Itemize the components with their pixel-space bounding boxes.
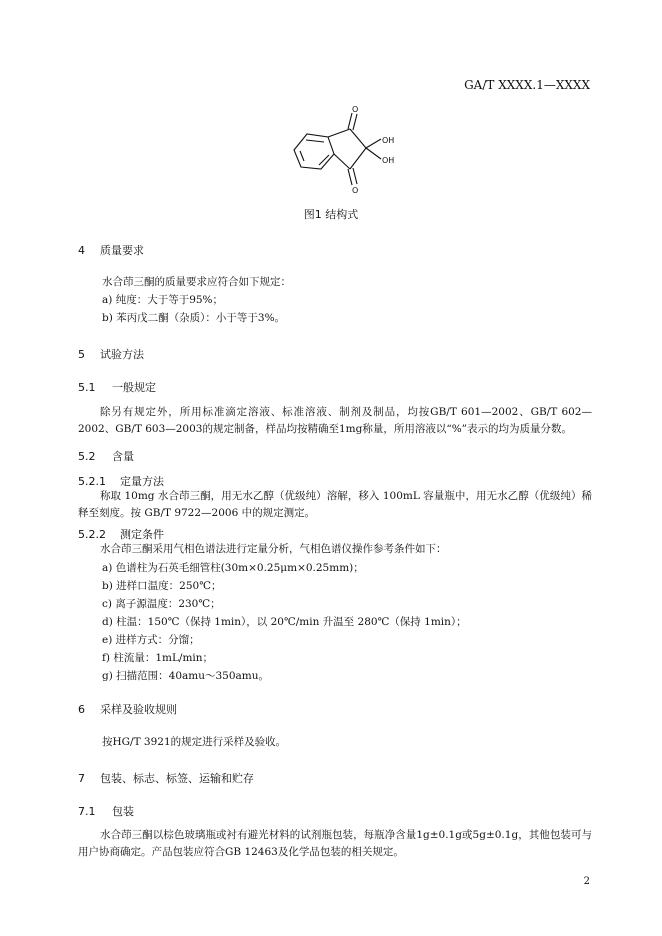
section-number: 5 bbox=[78, 348, 85, 361]
section-title: 包装、标志、标签、运输和贮存 bbox=[100, 772, 254, 785]
section-number: 7.1 bbox=[78, 805, 96, 818]
section-number: 7 bbox=[78, 772, 85, 785]
atom-label-o-top: O bbox=[352, 105, 359, 114]
section-title: 质量要求 bbox=[100, 244, 144, 257]
standard-code: GA/T XXXX.1—XXXX bbox=[464, 78, 590, 92]
section-5-2-2-heading bbox=[78, 526, 164, 542]
list-item: f) 柱流量：1mL/min； bbox=[102, 652, 214, 664]
section-5-2-1-heading bbox=[78, 473, 164, 489]
list-item: a) 色谱柱为石英毛细管柱(30m×0.25μm×0.25mm)； bbox=[102, 562, 364, 574]
section-number: 4 bbox=[78, 244, 85, 257]
list-item: d) 柱温：150℃（保持 1min），以 20℃/min 升温至 280℃（保持 1min）； bbox=[102, 616, 467, 628]
figure-caption: 图1 结构式 bbox=[303, 208, 359, 221]
structural-formula bbox=[280, 101, 400, 196]
list-item: g) 扫描范围：40amu～350amu。 bbox=[102, 670, 270, 682]
atom-label-oh-1: OH bbox=[382, 136, 395, 145]
section-5-1-paragraph: 除另有规定外，所用标准滴定溶液、标准溶液、制剂及制品，均按GB/T 601—2002、GB/T 602—2002、GB/T 603—2003的规定制备，样品均按精确至1mg称量，所用溶液以“%”表示的均为质量分数。 bbox=[78, 406, 592, 435]
section-number: 5.2.2 bbox=[78, 528, 106, 541]
section-6-paragraph: 按HG/T 3921的规定进行采样及验收。 bbox=[102, 736, 287, 748]
section-title: 一般规定 bbox=[112, 381, 156, 394]
section-title: 定量方法 bbox=[120, 475, 164, 488]
list-item: e) 进样方式：分馏； bbox=[102, 634, 200, 646]
section-number: 6 bbox=[78, 703, 85, 716]
section-5-2-heading bbox=[78, 448, 134, 464]
section-5-2-2-intro: 水合茚三酮采用气相色谱法进行定量分析，气相色谱仪操作参考条件如下： bbox=[100, 543, 447, 555]
section-5-2-1-paragraph: 称取 10mg 水合茚三酮，用无水乙醇（优级纯）溶解，移入 100mL 容量瓶中，用无水乙醇（优级纯）稀释至刻度。按 GB/T 9722—2006 中的规定测定。 bbox=[78, 490, 592, 519]
section-title: 包装 bbox=[112, 805, 134, 818]
section-6-heading bbox=[78, 701, 177, 717]
list-item: b) 进样口温度：250℃； bbox=[102, 580, 222, 592]
ninhydrin-structure-drawing bbox=[280, 101, 400, 196]
section-4-intro: 水合茚三酮的质量要求应符合如下规定： bbox=[102, 276, 291, 288]
section-7-1-paragraph: 水合茚三酮以棕色玻璃瓶或衬有避光材料的试剂瓶包装，每瓶净含量1g±0.1g或5g±0.1g，其他包装可与用户协商确定。产品包装应符合GB 12463及化学品包装的相关规定。 bbox=[78, 829, 592, 858]
list-item: a) 纯度：大于等于95%； bbox=[102, 294, 224, 306]
section-title: 测定条件 bbox=[120, 528, 164, 541]
section-7-heading bbox=[78, 770, 254, 786]
atom-label-oh-2: OH bbox=[382, 156, 395, 165]
section-7-1-heading bbox=[78, 803, 134, 819]
section-number: 5.2.1 bbox=[78, 475, 106, 488]
section-title: 采样及验收规则 bbox=[100, 703, 177, 716]
section-5-heading bbox=[78, 346, 144, 362]
atom-label-o-bottom: O bbox=[352, 186, 359, 195]
list-item: b) 苯丙戊二酮（杂质）：小于等于3%。 bbox=[102, 312, 286, 324]
section-4-heading bbox=[78, 242, 144, 258]
page-number: 2 bbox=[583, 876, 590, 887]
section-title: 试验方法 bbox=[100, 348, 144, 361]
section-number: 5.1 bbox=[78, 381, 96, 394]
section-title: 含量 bbox=[112, 450, 134, 463]
section-number: 5.2 bbox=[78, 450, 96, 463]
list-item: c) 离子源温度：230℃； bbox=[102, 598, 221, 610]
section-5-1-heading bbox=[78, 379, 156, 395]
